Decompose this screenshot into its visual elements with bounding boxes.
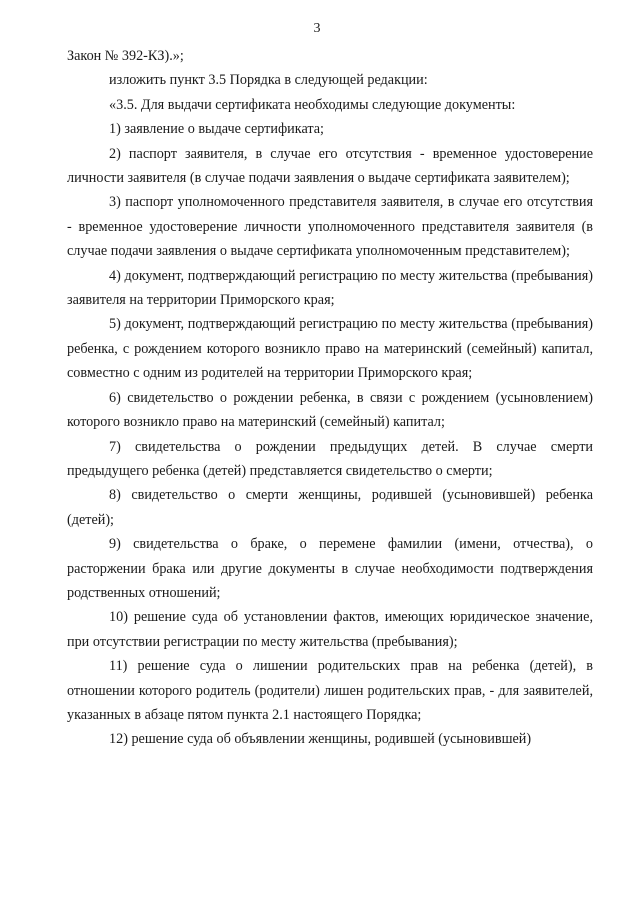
paragraph: 12) решение суда об объявлении женщины, родившей (усыновившей) (109, 731, 532, 748)
page-number: 3 (313, 21, 321, 36)
paragraph: 3) паспорт уполномоченного представителя заявителя, в случае его отсутствия - временное удостоверение личности уполномоченного представителя заявителя (в случае подачи заявления о выдаче сертификата уполномоченным представителем); (67, 194, 593, 260)
paragraph: Закон № 392-КЗ).»; (67, 48, 184, 64)
paragraph: 6) свидетельство о рождении ребенка, в связи с рождением (усыновлением) которого возникло право на материнский (семейный) капитал; (67, 389, 593, 431)
paragraph: 2) паспорт заявителя, в случае его отсутствия - временное удостоверение личности заявителя (в случае подачи заявления о выдаче сертификата заявителем); (67, 145, 593, 187)
paragraph: 4) документ, подтверждающий регистрацию по месту жительства (пребывания) заявителя на территории Приморского края; (67, 267, 593, 309)
paragraph: 10) решение суда об установлении фактов, имеющих юридическое значение, при отсутствии регистрации по месту жительства (пребывания); (67, 609, 593, 650)
paragraph: «3.5. Для выдачи сертификата необходимы следующие документы: (109, 96, 516, 113)
paragraph: 9) свидетельства о браке, о перемене фамилии (имени, отчества), о расторжении брака или другие документы в случае необходимости подтверждения родственных отношений; (67, 536, 593, 601)
paragraph: 8) свидетельство о смерти женщины, родившей (усыновившей) ребенка (детей); (67, 487, 593, 528)
paragraph: 11) решение суда о лишении родительских прав на ребенка (детей), в отношении которого родитель (родители) лишен родительских прав, - для заявителей, указанных в абзаце пятом пункта 2.1 настоящего Порядка; (67, 658, 593, 723)
paragraph: изложить пункт 3.5 Порядка в следующей редакции: (109, 72, 428, 89)
paragraph: 7) свидетельства о рождении предыдущих детей. В случае смерти предыдущего ребенка (детей) представляется свидетельство о смерти; (67, 438, 593, 479)
paragraph: 5) документ, подтверждающий регистрацию по месту жительства (пребывания) ребенка, с рождением которого возникло право на материнский (семейный) капитал, совместно с одним из родителей на территории Приморского края; (67, 316, 593, 382)
paragraph: 1) заявление о выдаче сертификата; (109, 121, 324, 138)
document-body (67, 44, 593, 752)
